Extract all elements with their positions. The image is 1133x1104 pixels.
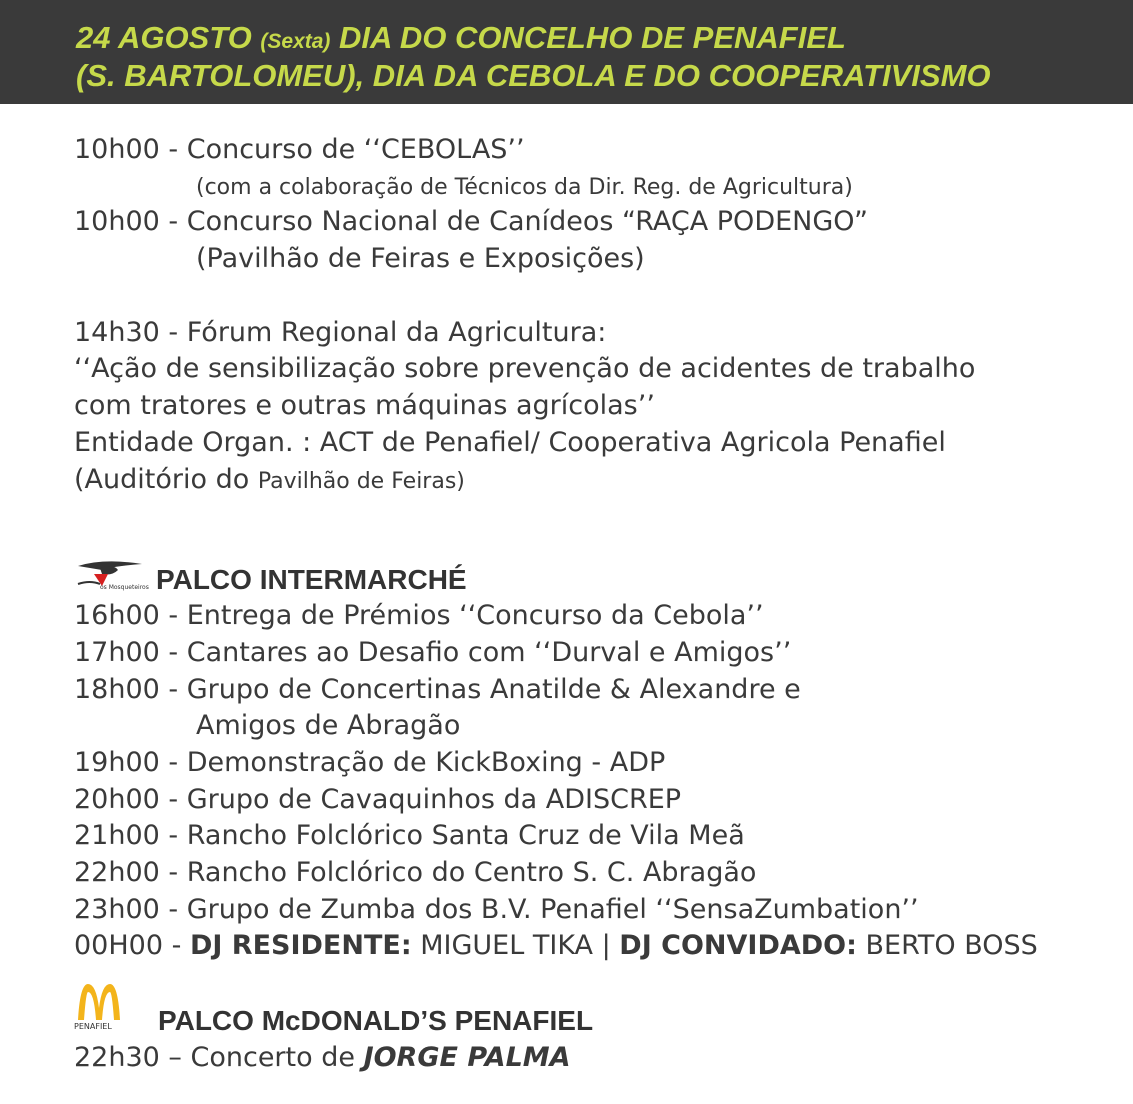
dj-guest-label: DJ CONVIDADO: [619, 930, 857, 961]
stage-intermarche-title: PALCO INTERMARCHÉ [156, 564, 467, 595]
forum-line-2: ‘‘Ação de sensibilização sobre prevenção de acidentes de trabalho [74, 353, 976, 384]
mcdonalds-arches-icon [74, 982, 124, 1022]
schedule-item: 21h00 - Rancho Folclórico Santa Cruz de Vila Meã [74, 820, 745, 851]
forum-line-5 [74, 463, 465, 499]
schedule-item: 18h00 - Grupo de Concertinas Anatilde & Alexandre e [74, 674, 801, 705]
header-title: DIA DO CONCELHO DE PENAFIEL [339, 20, 846, 55]
concert-artist: JORGE PALMA [363, 1042, 571, 1073]
stage-mcdonalds-title: PALCO McDONALD’S PENAFIEL [158, 1005, 594, 1036]
forum-line-3: com tratores e outras máquinas agrícolas’’ [74, 390, 655, 421]
header-day: (Sexta) [260, 30, 331, 53]
header-banner [0, 0, 1133, 104]
forum-venue-b: Pavilhão de Feiras) [257, 469, 465, 494]
header-line-2: (S. BARTOLOMEU), DIA DA CEBOLA E DO COOPERATIVISMO [76, 58, 991, 93]
event-cebolas-note: (com a colaboração de Técnicos da Dir. Reg. de Agricultura) [196, 175, 853, 200]
schedule-item: 17h00 - Cantares ao Desafio com ‘‘Durval e Amigos’’ [74, 637, 792, 668]
schedule-item: 20h00 - Grupo de Cavaquinhos da ADISCREP [74, 784, 682, 815]
dj-resident-label: DJ RESIDENTE: [189, 930, 412, 961]
dj-guest-name: BERTO BOSS [865, 930, 1038, 961]
forum-line-4: Entidade Organ. : ACT de Penafiel/ Cooperativa Agricola Penafiel [74, 427, 946, 458]
schedule-item: 16h00 - Entrega de Prémios ‘‘Concurso da Cebola’’ [74, 600, 764, 631]
schedule-item: 22h00 - Rancho Folclórico do Centro S. C. Abragão [74, 857, 757, 888]
event-podengo: 10h00 - Concurso Nacional de Canídeos “RAÇA PODENGO” [74, 206, 869, 237]
concert-time: 22h30 – Concerto de [74, 1042, 355, 1073]
schedule-item: 19h00 - Demonstração de KickBoxing - ADP [74, 747, 666, 778]
concert-line [74, 1041, 571, 1075]
header-line-1 [76, 20, 846, 60]
schedule-item-cont: Amigos de Abragão [196, 710, 461, 741]
schedule-item: 23h00 - Grupo de Zumba dos B.V. Penafiel ‘‘SensaZumbation’’ [74, 894, 919, 925]
mcdonalds-logo [74, 982, 124, 1034]
header-date: 24 AGOSTO [76, 20, 252, 55]
intermarche-logo-text: os Mosqueteiros [100, 584, 149, 591]
dj-resident-name: MIGUEL TIKA | [420, 930, 611, 961]
dj-time: 00H00 - [74, 930, 182, 961]
forum-venue-a: (Auditório do [74, 464, 250, 495]
event-podengo-note: (Pavilhão de Feiras e Exposições) [196, 243, 645, 274]
schedule-item-dj [74, 929, 1038, 963]
forum-line-1: 14h30 - Fórum Regional da Agricultura: [74, 317, 607, 348]
event-cebolas: 10h00 - Concurso de ‘‘CEBOLAS’’ [74, 134, 525, 165]
intermarche-logo [74, 554, 149, 594]
mcdonalds-logo-text: PENAFIEL [74, 1022, 112, 1031]
